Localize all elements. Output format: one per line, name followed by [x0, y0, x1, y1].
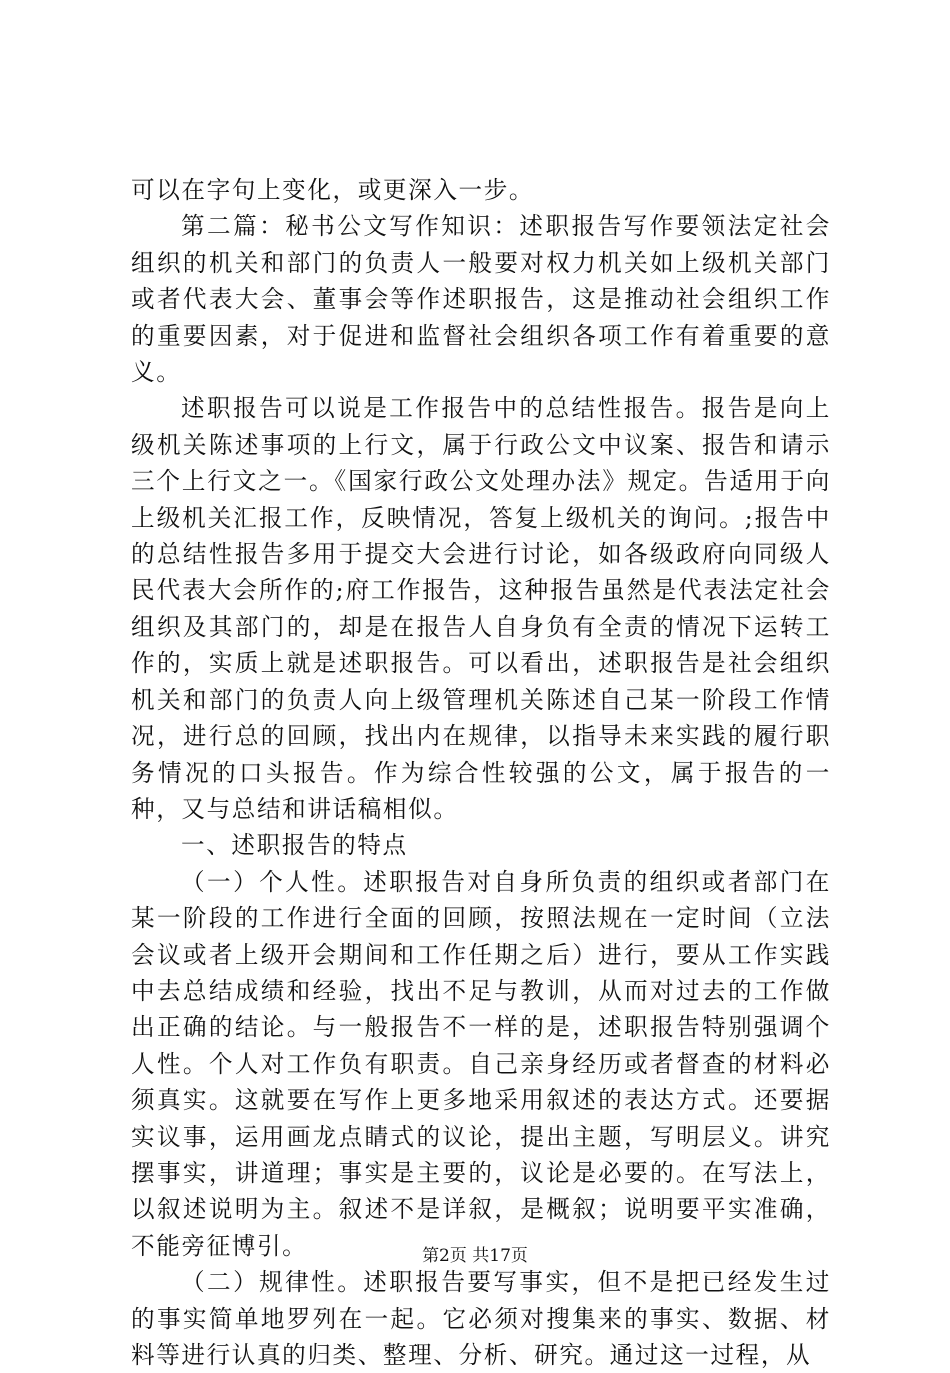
- paragraph-1: 可以在字句上变化，或更深入一步。: [131, 176, 535, 204]
- paragraph-4: （一）个人性。述职报告对自身所负责的组织或者部门在某一阶段的工作进行全面的回顾，按照法规在一定时间（立法会议或者上级开会期间和工作任期之后）进行，要从工作实践中去总结成绩和经验，找出不足与教训，从而对过去的工作做出正确的结论。与一般报告不一样的是，述职报告特别强调个人性。个人对工作负有职责。自己亲身经历或者督查的材料必须真实。这就要在写作上更多地采用叙述的表达方式。还要据实议事，运用画龙点睛式的议论，提出主题，写明层义。讲究摆事实，讲道理；事实是主要的，议论是必要的。在写法上，以叙述说明为主。叙述不是详叙，是概叙；说明要平实准确，不能旁征博引。: [131, 867, 831, 1260]
- section-heading: 一、述职报告的特点: [181, 831, 408, 860]
- document-body: [131, 172, 831, 1373]
- paragraph-2: 第二篇：秘书公文写作知识：述职报告写作要领法定社会组织的机关和部门的负责人一般要对权力机关如上级机关部门或者代表大会、董事会等作述职报告，这是推动社会组织工作的重要因素，对于促进和监督社会组织各项工作有着重要的意义。: [131, 212, 831, 387]
- page-footer: 第2页 共17页: [422, 1246, 528, 1266]
- paragraph-3: 述职报告可以说是工作报告中的总结性报告。报告是向上级机关陈述事项的上行文，属于行政公文中议案、报告和请示三个上行文之一。《国家行政公文处理办法》规定。告适用于向上级机关汇报工作，反映情况，答复上级机关的询问。;报告中的总结性报告多用于提交大会进行讨论，如各级政府向同级人民代表大会所作的;府工作报告，这种报告虽然是代表法定社会组织及其部门的，却是在报告人自身负有全责的情况下运转工作的，实质上就是述职报告。可以看出，述职报告是社会组织机关和部门的负责人向上级管理机关陈述自己某一阶段工作情况，进行总的回顾，找出内在规律，以指导未来实践的履行职务情况的口头报告。作为综合性较强的公文，属于报告的一种，又与总结和讲话稿相似。: [131, 394, 831, 823]
- paragraph-5: （二）规律性。述职报告要写事实，但不是把已经发生过的事实简单地罗列在一起。它必须对搜集来的事实、数据、材料等进行认真的归类、整理、分析、研究。通过这一过程，从: [131, 1268, 831, 1369]
